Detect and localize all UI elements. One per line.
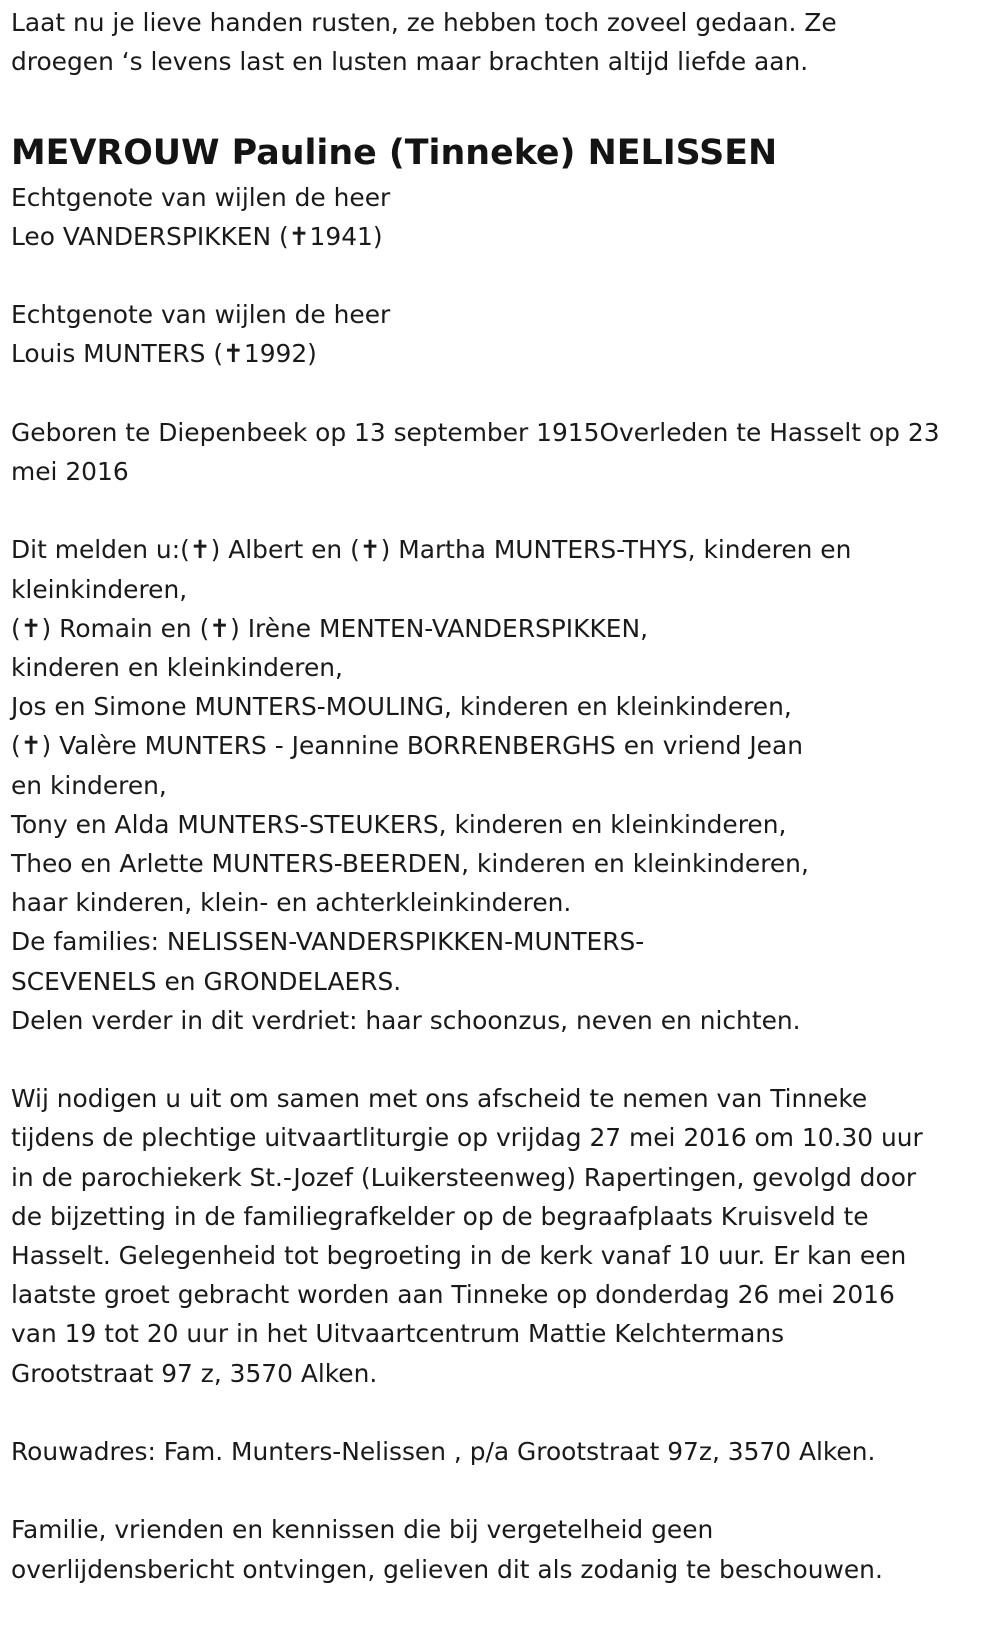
- family-line: (✝) Valère MUNTERS - Jeannine BORRENBERGHS en vriend Jean: [11, 731, 803, 761]
- birth-death-block: [11, 413, 996, 491]
- verse-line: droegen ‘s levens last en lusten maar brachten altijd liefde aan.: [11, 47, 809, 77]
- spouse-block-2: [11, 295, 996, 373]
- spouse-block-1: [11, 178, 996, 256]
- spouse-line: Leo VANDERSPIKKEN (✝1941): [11, 221, 383, 251]
- closing-line: overlijdensbericht ontvingen, gelieven dit als zodanig te beschouwen.: [11, 1554, 883, 1584]
- spouse-line: Echtgenote van wijlen de heer: [11, 182, 391, 212]
- spacer: [11, 81, 996, 120]
- ceremony-line: Hasselt. Gelegenheid tot begroeting in de kerk vanaf 10 uur. Er kan een: [11, 1241, 907, 1271]
- address-line: Rouwadres: Fam. Munters-Nelissen , p/a Grootstraat 97z, 3570 Alken.: [11, 1437, 876, 1467]
- spacer: [11, 1040, 996, 1079]
- birth-death-line: mei 2016: [11, 456, 129, 486]
- ceremony-line: tijdens de plechtige uitvaartliturgie op vrijdag 27 mei 2016 om 10.30 uur: [11, 1123, 923, 1153]
- mourning-address: [11, 1432, 996, 1471]
- deceased-name: MEVROUW Pauline (Tinneke) NELISSEN: [11, 132, 778, 173]
- spacer: [11, 1471, 996, 1510]
- family-line: De families: NELISSEN-VANDERSPIKKEN-MUNTERS-: [11, 927, 645, 957]
- spacer: [11, 491, 996, 530]
- family-line: kinderen en kleinkinderen,: [11, 652, 343, 682]
- ceremony-line: in de parochiekerk St.-Jozef (Luikersteenweg) Rapertingen, gevolgd door: [11, 1162, 917, 1192]
- family-line: Delen verder in dit verdriet: haar schoonzus, neven en nichten.: [11, 1005, 801, 1035]
- family-announcement: [11, 530, 996, 1040]
- ceremony-line: Wij nodigen u uit om samen met ons afscheid te nemen van Tinneke: [11, 1084, 868, 1114]
- spacer: [11, 256, 996, 295]
- family-line: en kinderen,: [11, 770, 167, 800]
- ceremony-line: laatste groet gebracht worden aan Tinneke op donderdag 26 mei 2016: [11, 1280, 895, 1310]
- family-line: Tony en Alda MUNTERS-STEUKERS, kinderen en kleinkinderen,: [11, 809, 787, 839]
- family-line: (✝) Romain en (✝) Irène MENTEN-VANDERSPIKKEN,: [11, 613, 648, 643]
- family-line: Dit melden u:(✝) Albert en (✝) Martha MUNTERS-THYS, kinderen en: [11, 535, 852, 565]
- family-line: SCEVENELS en GRONDELAERS.: [11, 966, 402, 996]
- ceremony-invitation: [11, 1079, 996, 1393]
- obituary-document: [11, 0, 996, 1589]
- opening-verse: [11, 0, 996, 81]
- ceremony-line: van 19 tot 20 uur in het Uitvaartcentrum Mattie Kelchtermans: [11, 1319, 785, 1349]
- spouse-line: Echtgenote van wijlen de heer: [11, 300, 391, 330]
- birth-death-line: Geboren te Diepenbeek op 13 september 1915Overleden te Hasselt op 23: [11, 417, 940, 447]
- ceremony-line: de bijzetting in de familiegrafkelder op de begraafplaats Kruisveld te: [11, 1201, 869, 1231]
- verse-line: Laat nu je lieve handen rusten, ze hebben toch zoveel gedaan. Ze: [11, 8, 837, 37]
- spacer: [11, 1393, 996, 1432]
- family-line: Jos en Simone MUNTERS-MOULING, kinderen en kleinkinderen,: [11, 692, 792, 722]
- closing-note: [11, 1510, 996, 1588]
- family-line: haar kinderen, klein- en achterkleinkinderen.: [11, 888, 572, 918]
- closing-line: Familie, vrienden en kennissen die bij vergetelheid geen: [11, 1515, 714, 1545]
- family-line: kleinkinderen,: [11, 574, 188, 604]
- spouse-line: Louis MUNTERS (✝1992): [11, 339, 317, 369]
- spacer: [11, 374, 996, 413]
- family-line: Theo en Arlette MUNTERS-BEERDEN, kinderen en kleinkinderen,: [11, 849, 809, 878]
- ceremony-line: Grootstraat 97 z, 3570 Alken.: [11, 1358, 378, 1388]
